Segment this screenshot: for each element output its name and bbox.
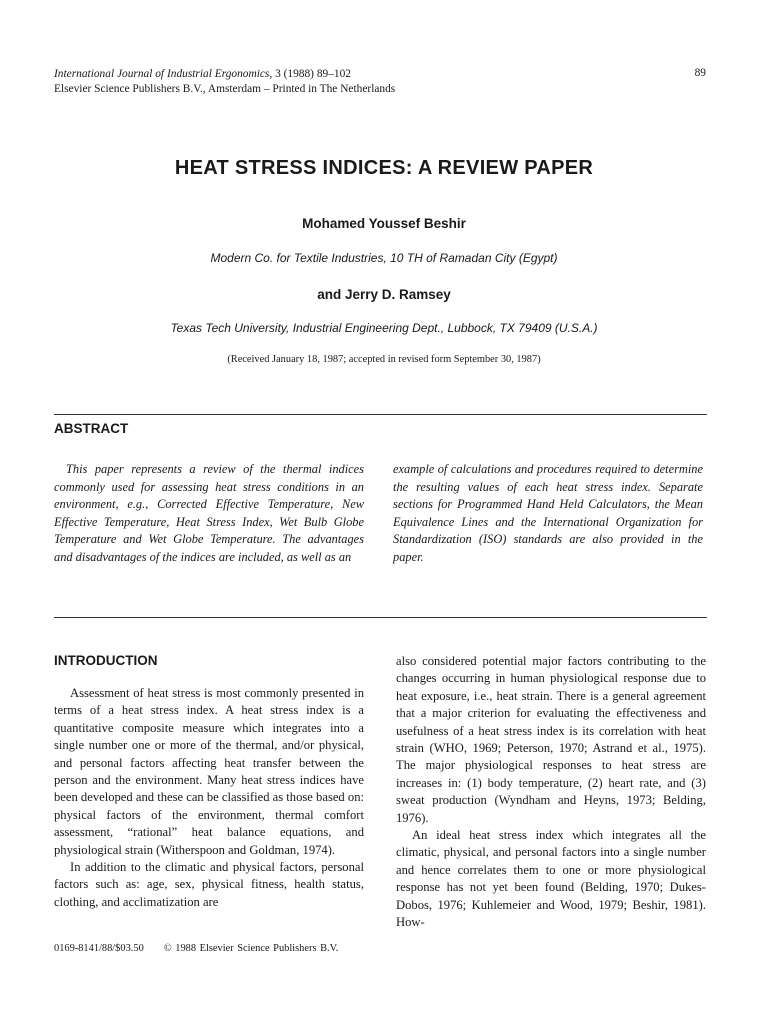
body-column-right xyxy=(396,653,706,932)
abstract-bottom-rule xyxy=(54,617,707,618)
received-dates: (Received January 18, 1987; accepted in revised form September 30, 1987) xyxy=(227,354,541,365)
introduction-heading: INTRODUCTION xyxy=(54,653,158,668)
copyright-notice: © 1988 Elsevier Science Publishers B.V. xyxy=(163,943,339,954)
intro-paragraph-1: Assessment of heat stress is most commonly presented in terms of a heat stress index. A heat stress index is a quantitative composite measure which integrates into a single number one or more of the thermal, and/or physical, and personal factors affecting heat transfer between the person and the environment. Many heat stress indices have been developed and these can be classified as those based on: physical factors of the environment, thermal comfort assessment, “rational” heat balance equations, and physiological strain (Witherspoon and Goldman, 1974). xyxy=(54,686,364,857)
intro-paragraph-4: An ideal heat stress index which integrates all the climatic, physical, and personal factors into a single number and hence correlates them to one or more physiological response has not yet been found (Belding, 1970; Dukes-Dobos, 1976; Kuhlemeier and Wood, 1979; Beshir, 1981). How- xyxy=(396,828,706,930)
author-affiliation-1: Modern Co. for Textile Industries, 10 TH of Ramadan City (Egypt) xyxy=(210,251,558,265)
abstract-top-rule xyxy=(54,414,707,415)
journal-header xyxy=(54,67,395,97)
page-number: 89 xyxy=(694,67,706,79)
abstract-heading: ABSTRACT xyxy=(54,421,129,436)
body-column-left xyxy=(54,685,364,911)
intro-paragraph-3: also considered potential major factors contributing to the changes occurring in human physiological response due to heat exposure, i.e., heat strain. There is a general agreement that a major criterion for evaluating the effectiveness and usefulness of a heat stress index is its correlation with heat strain (WHO, 1969; Peterson, 1970; Astrand et al., 1975). The major physiological responses to heat stress are increases in: (1) body temperature, (2) heart rate, and (3) sweat production (Wyndham and Heyns, 1973; Belding, 1976). xyxy=(396,654,706,825)
publisher-line: Elsevier Science Publishers B.V., Amsterdam – Printed in The Netherlands xyxy=(54,83,396,95)
author-name-2: and Jerry D. Ramsey xyxy=(317,287,451,302)
abstract-text-right: example of calculations and procedures required to determine the resulting values of each heat stress index. Separate sections for Programmed Hand Held Calculators, the Mean Equivalence Lines and the International Organization for Standardization (ISO) standards are also provided in the paper. xyxy=(393,462,703,564)
article-code: 0169-8141/88/$03.50 xyxy=(54,943,144,954)
paper-title: HEAT STRESS INDICES: A REVIEW PAPER xyxy=(174,157,594,179)
journal-citation: 3 (1988) 89–102 xyxy=(272,68,351,80)
intro-paragraph-2: In addition to the climatic and physical factors, personal factors such as: age, sex, physical fitness, health status, clothing, and acclimatization are xyxy=(54,860,364,909)
author-affiliation-2: Texas Tech University, Industrial Engineering Dept., Lubbock, TX 79409 (U.S.A.) xyxy=(170,321,598,335)
page-footer xyxy=(54,943,338,954)
journal-name: International Journal of Industrial Ergonomics, xyxy=(54,68,273,80)
author-name-1: Mohamed Youssef Beshir xyxy=(302,216,466,231)
abstract-text-left: This paper represents a review of the thermal indices commonly used for assessing heat stress conditions in an environment, e.g., Corrected Effective Temperature, New Effective Temperature, Heat Stress Index, Wet Bulb Globe Temperature and Wet Globe Temperature. The advantages and disadvantages of the indices are included, as well as an xyxy=(54,462,364,564)
